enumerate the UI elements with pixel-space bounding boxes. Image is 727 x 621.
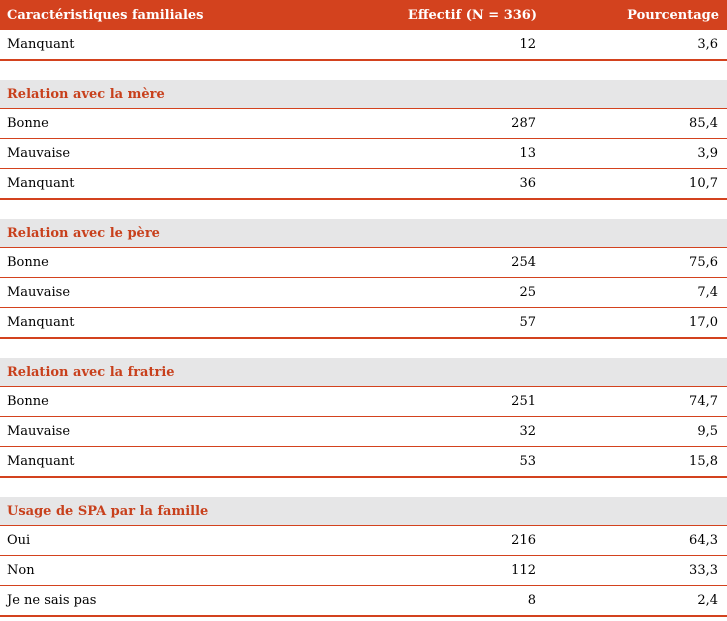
section-spacer bbox=[0, 477, 727, 497]
row-label: Bonne bbox=[0, 248, 359, 278]
section-spacer bbox=[0, 338, 727, 358]
section-spacer bbox=[0, 199, 727, 219]
row-count: 287 bbox=[359, 109, 545, 139]
table-row bbox=[0, 387, 727, 417]
spacer-cell bbox=[0, 477, 727, 497]
row-percentage: 17,0 bbox=[545, 308, 727, 339]
section-title: Usage de SPA par la famille bbox=[0, 497, 727, 526]
row-label: Non bbox=[0, 556, 359, 586]
table-row bbox=[0, 278, 727, 308]
row-count: 36 bbox=[359, 169, 545, 200]
row-label: Mauvaise bbox=[0, 278, 359, 308]
section-header-row bbox=[0, 219, 727, 248]
table-row bbox=[0, 308, 727, 339]
spacer-cell bbox=[0, 338, 727, 358]
table-row bbox=[0, 109, 727, 139]
row-label: Oui bbox=[0, 526, 359, 556]
section-spacer bbox=[0, 60, 727, 80]
row-percentage: 33,3 bbox=[545, 556, 727, 586]
row-label: Bonne bbox=[0, 109, 359, 139]
row-count: 53 bbox=[359, 447, 545, 478]
table-row bbox=[0, 30, 727, 60]
row-label: Je ne sais pas bbox=[0, 586, 359, 617]
row-label: Manquant bbox=[0, 169, 359, 200]
row-count: 216 bbox=[359, 526, 545, 556]
row-label: Mauvaise bbox=[0, 417, 359, 447]
row-count: 25 bbox=[359, 278, 545, 308]
row-percentage: 85,4 bbox=[545, 109, 727, 139]
row-percentage: 3,6 bbox=[545, 30, 727, 60]
row-percentage: 15,8 bbox=[545, 447, 727, 478]
section-title: Relation avec la mère bbox=[0, 80, 727, 109]
row-count: 8 bbox=[359, 586, 545, 617]
table-row bbox=[0, 139, 727, 169]
table-header-row bbox=[0, 0, 727, 30]
row-label: Manquant bbox=[0, 308, 359, 339]
section-title: Relation avec la fratrie bbox=[0, 358, 727, 387]
row-percentage: 10,7 bbox=[545, 169, 727, 200]
row-percentage: 74,7 bbox=[545, 387, 727, 417]
row-count: 32 bbox=[359, 417, 545, 447]
row-count: 112 bbox=[359, 556, 545, 586]
header-characteristics: Caractéristiques familiales bbox=[0, 0, 359, 30]
row-count: 12 bbox=[359, 30, 545, 60]
row-percentage: 3,9 bbox=[545, 139, 727, 169]
table-row bbox=[0, 417, 727, 447]
row-label: Bonne bbox=[0, 387, 359, 417]
spacer-cell bbox=[0, 199, 727, 219]
table-row bbox=[0, 169, 727, 200]
row-percentage: 7,4 bbox=[545, 278, 727, 308]
row-label: Manquant bbox=[0, 447, 359, 478]
row-percentage: 75,6 bbox=[545, 248, 727, 278]
section-header-row bbox=[0, 80, 727, 109]
row-count: 254 bbox=[359, 248, 545, 278]
section-header-row bbox=[0, 358, 727, 387]
row-count: 13 bbox=[359, 139, 545, 169]
section-title: Relation avec le père bbox=[0, 219, 727, 248]
table-row bbox=[0, 248, 727, 278]
spacer-cell bbox=[0, 60, 727, 80]
row-count: 57 bbox=[359, 308, 545, 339]
table-row bbox=[0, 447, 727, 478]
table-row bbox=[0, 556, 727, 586]
section-header-row bbox=[0, 497, 727, 526]
header-percentage: Pourcentage bbox=[545, 0, 727, 30]
row-label: Manquant bbox=[0, 30, 359, 60]
row-percentage: 64,3 bbox=[545, 526, 727, 556]
table-row bbox=[0, 586, 727, 617]
row-percentage: 2,4 bbox=[545, 586, 727, 617]
row-percentage: 9,5 bbox=[545, 417, 727, 447]
header-count: Effectif (N = 336) bbox=[359, 0, 545, 30]
table-row bbox=[0, 526, 727, 556]
row-count: 251 bbox=[359, 387, 545, 417]
row-label: Mauvaise bbox=[0, 139, 359, 169]
